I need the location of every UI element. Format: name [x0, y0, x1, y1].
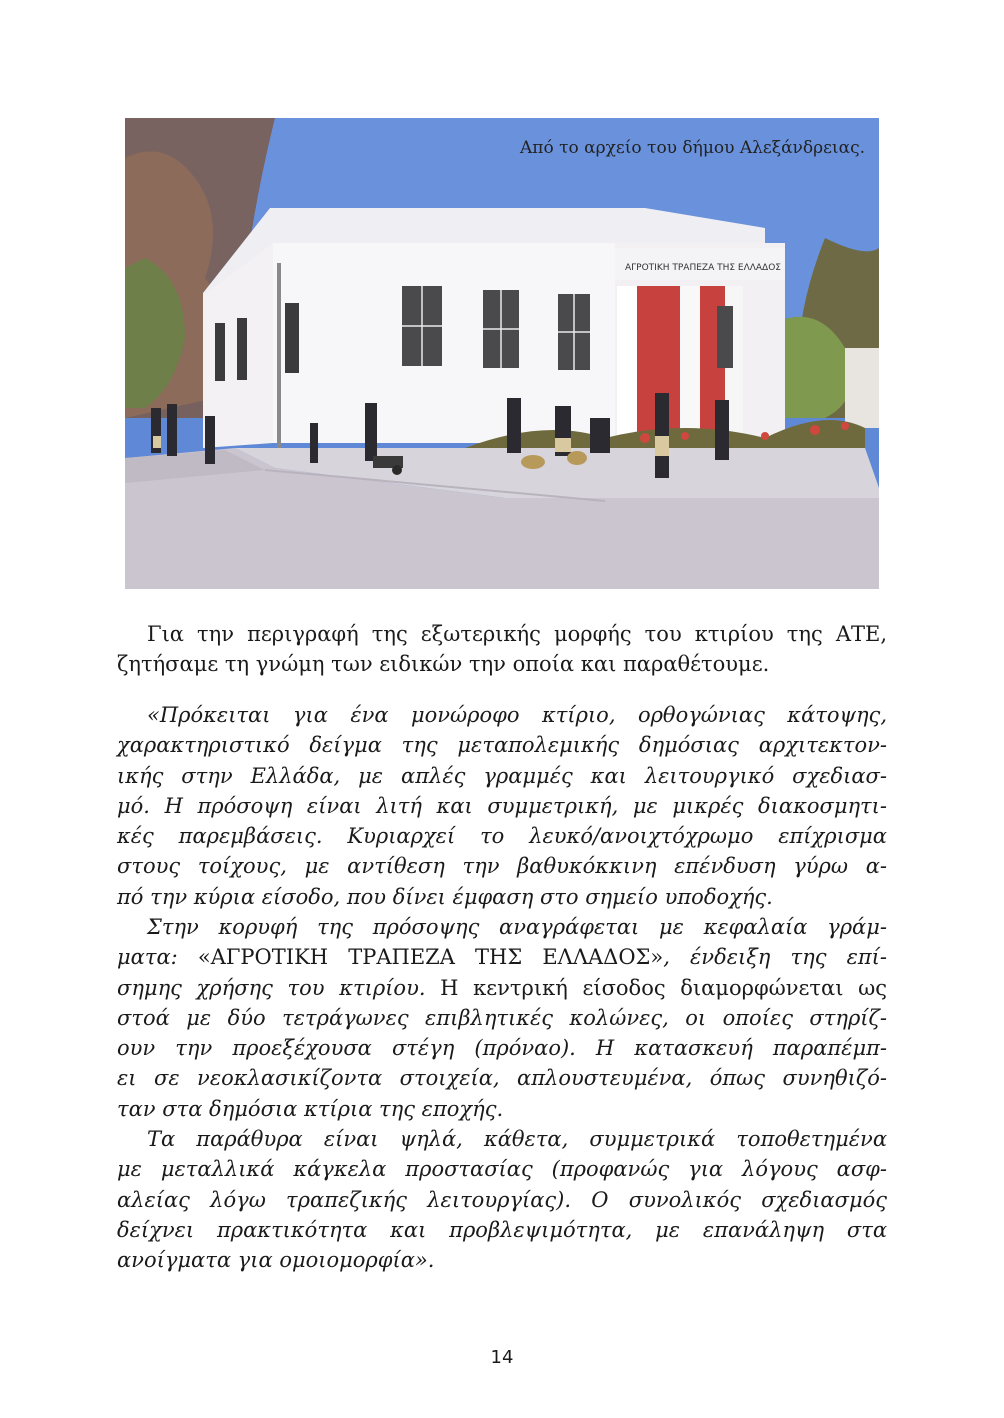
text-line: Στην κορυφή της πρόσοψης αναγράφεται με κεφαλαία γράμ- — [147, 915, 887, 939]
text-line: δείχνει πρακτικότητα και προβλεψιμότητα, με επανάληψη στα — [117, 1217, 887, 1242]
page-number: 14 — [490, 1347, 514, 1368]
text-line: Για την περιγραφή της εξωτερικής μορφής του κτιρίου της ΑΤΕ, — [147, 622, 887, 646]
text-line: χαρακτηριστικό δείγμα της μεταπολεμικής δημόσιας αρχιτεκτον- — [117, 733, 887, 758]
text-line: ει σε νεοκλασικίζοντα στοιχεία, απλουστευμένα, όπως συνηθιζό- — [117, 1066, 887, 1091]
text-line — [117, 973, 887, 1003]
bank-building-photo — [125, 118, 879, 589]
text-line: ανοίγματα για ομοιομορφία». — [117, 1248, 435, 1273]
text-fragment: ματα: — [117, 945, 198, 970]
quote-paragraph-1 — [117, 700, 887, 912]
quote-paragraph-2 — [117, 912, 887, 1124]
bank-name-upright: «ΑΓΡΟΤΙΚΗ ΤΡΑΠΕΖΑ ΤΗΣ ΕΛΛΑΔΟΣ» — [197, 945, 664, 970]
text-line: με μεταλλικά κάγκελα προστασίας (προφανώς για λόγους ασφ- — [117, 1157, 887, 1182]
text-line — [117, 942, 887, 972]
text-line: ταν στα δημόσια κτίρια της εποχής. — [117, 1096, 504, 1121]
intro-paragraph — [117, 619, 887, 680]
text-fragment: , ένδειξη της επί- — [663, 945, 887, 970]
text-line: κές παρεμβάσεις. Κυριαρχεί το λευκό/ανοιχτόχρωμο επίχρισμα — [117, 824, 887, 849]
text-fragment: σημης χρήσης του κτιρίου. — [117, 975, 441, 1000]
text-line: ικής στην Ελλάδα, με απλές γραμμές και λειτουργικό σχεδιασ- — [117, 763, 887, 788]
photo-caption: Από το αρχείο του δήμου Αλεξάνδρειας. — [520, 138, 865, 158]
text-line: «Πρόκειται για ένα μονώροφο κτίριο, ορθογώνιας κάτοψης, — [147, 703, 887, 727]
text-line: Τα παράθυρα είναι ψηλά, κάθετα, συμμετρικά τοποθετημένα — [147, 1127, 887, 1151]
text-line: ουν την προεξέχουσα στέγη (πρόναο). Η κατασκευή παραπέμπ- — [117, 1036, 887, 1061]
text-line: στους τοίχους, με αντίθεση την βαθυκόκκινη επένδυση γύρω α- — [117, 854, 887, 879]
text-line: μό. Η πρόσοψη είναι λιτή και συμμετρική, με μικρές διακοσμητι- — [117, 793, 887, 818]
quote-paragraph-3 — [117, 1124, 887, 1275]
text-line: στοά με δύο τετράγωνες επιβλητικές κολώνες, οι οποίες στηρίζ- — [117, 1005, 887, 1030]
text-line: ζητήσαμε τη γνώμη των ειδικών την οποία και παραθέτουμε. — [117, 652, 770, 677]
text-line: αλείας λόγω τραπεζικής λειτουργίας). Ο συνολικός σχεδιασμός — [117, 1187, 887, 1212]
archive-photo — [125, 118, 879, 589]
text-fragment-upright: Η κεντρική είσοδος διαμορφώνεται ως — [440, 975, 887, 1000]
building-sign: ΑΓΡΟΤΙΚΗ ΤΡΑΠΕΖΑ ΤΗΣ ΕΛΛΑΔΟΣ — [625, 263, 781, 273]
text-line: πό την κύρια είσοδο, που δίνει έμφαση στο σημείο υποδοχής. — [117, 884, 773, 909]
